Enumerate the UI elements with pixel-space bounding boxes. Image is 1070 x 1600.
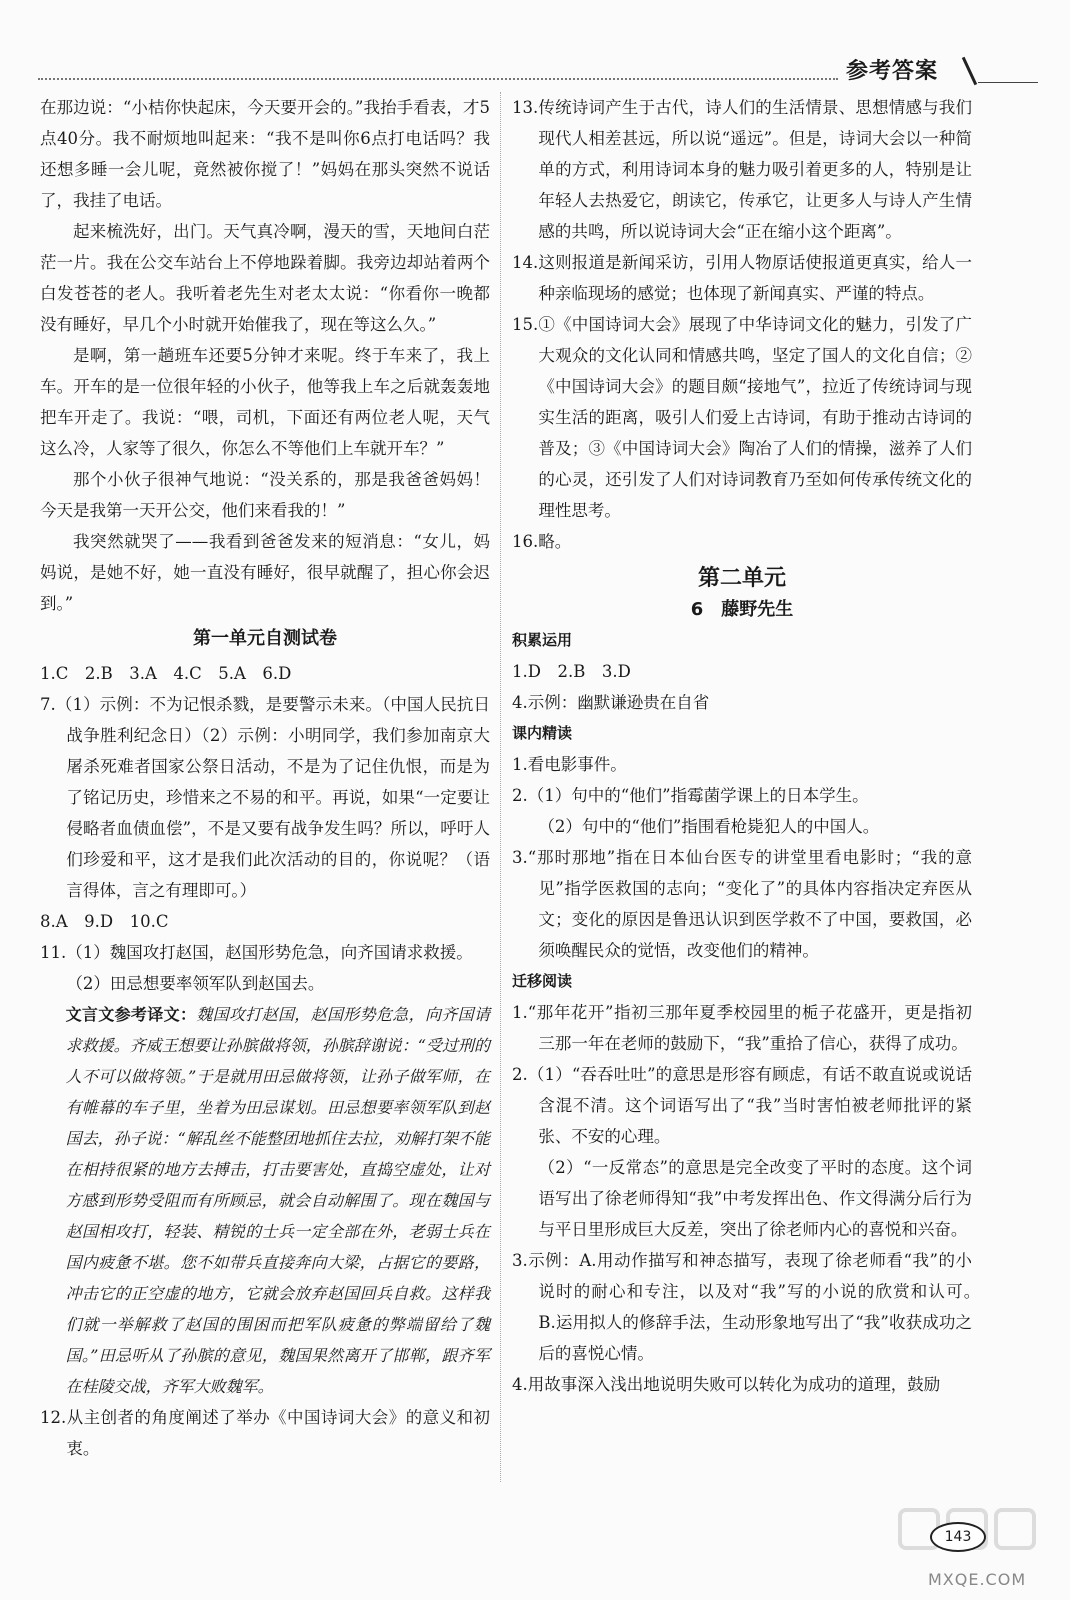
classical-translation: [40, 999, 490, 1402]
header-rule-right: [978, 82, 1038, 83]
subhead-qianyi: 迁移阅读: [512, 972, 573, 990]
kenei-answer-2-part2: （2）句中的“他们”指围看枪毙犯人的中国人。: [538, 817, 880, 836]
qianyi-answer-1: 1.“那年花开”指初三那年夏季校园里的栀子花盛开，更是指初三那一年在老师的鼓励下，“我”重拾了信心，获得了成功。: [512, 1003, 972, 1053]
header-title: 参考答案: [846, 59, 939, 84]
answer-14: 14.这则报道是新闻采访，引用人物原话使报道更真实，给人一种亲临现场的感觉；也体现了新闻真实、严谨的特点。: [512, 253, 972, 303]
left-column: [40, 92, 490, 1464]
story-paragraph: 起来梳洗好，出门。天气真冷啊，漫天的雪，天地间白茫茫一片。我在公交车站台上不停地跺着脚。我旁边却站着两个白发苍苍的老人。我听着老先生对老太太说：“你看你一晚都没有睡好，早几个小时就开始催我了，现在等这么久。”: [40, 222, 490, 334]
qianyi-answer-4: 4.用故事深入浅出地说明失败可以转化为成功的道理，鼓励: [512, 1375, 941, 1394]
qianyi-answer-2-part2: （2）“一反常态”的意思是完全改变了平时的态度。这个词语写出了徐老师得知“我”中考发挥出色、作文得满分后行为与平日里形成巨大反差，突出了徐老师内心的喜悦和兴奋。: [538, 1158, 972, 1239]
answer-1-3: 1.D 2.B 3.D: [512, 662, 631, 681]
right-column: [512, 92, 989, 1400]
answer-7: 7.（1）示例：不为记恨杀戮，是要警示未来。（中国人民抗日战争胜利纪念日）（2）示例：小明同学，我们参加南京大屠杀死难者国家公祭日活动，不是为了记住仇恨，而是为了铭记历史，珍惜来之不易的和平。再说，如果“一定要让侵略者血债血偿”，不是又要有战争发生吗？所以，呼吁人们珍爱和平，这才是我们此次活动的目的，你说呢？（语言得体，言之有理即可。）: [40, 695, 490, 900]
answer-15: 15.①《中国诗词大会》展现了中华诗词文化的魅力，引发了广大观众的文化认同和情感共鸣，坚定了国人的文化自信；②《中国诗词大会》的题目颇“接地气”，拉近了传统诗词与现实生活的距离，吸引人们爱上古诗词，有助于推动古诗词的普及；③《中国诗词大会》陶冶了人们的情操，滋养了人们的心灵，还引发了人们对诗词教育乃至如何传承传统文化的理性思考。: [512, 315, 972, 520]
unit-title: 第二单元: [697, 566, 786, 591]
page-number: 143: [930, 1522, 986, 1552]
answer-4: 4.示例：幽默谦逊贵在自省: [512, 693, 710, 712]
answer-11-part2: （2）田忌想要率领军队到赵国去。: [66, 974, 325, 993]
qianyi-answer-3: 3.示例：A.用动作描写和神态描写，表现了徐老师看“我”的小说时的耐心和专注，以及对“我”写的小说的欣赏和认可。 B.运用拟人的修辞手法，生动形象地写出了“我”收获成功之后的喜悦心情。: [512, 1251, 989, 1363]
translation-label: 文言文参考译文：: [65, 1005, 197, 1024]
column-divider: [500, 92, 501, 1482]
header-slash-decoration: [962, 57, 977, 85]
header-rule: [38, 78, 838, 80]
answer-13: 13.传统诗词产生于古代，诗人们的生活情景、思想情感与我们现代人相差甚远，所以说“遥远”。但是，诗词大会以一种简单的方式，利用诗词本身的魅力吸引着更多的人，特别是让年轻人去热爱它，朗读它，传承它，让更多人与诗人产生情感的共鸣，所以说诗词大会“正在缩小这个距离”。: [512, 98, 972, 241]
story-paragraph: 我突然就哭了——我看到爸爸发来的短消息：“女儿，妈妈说，是她不好，她一直没有睡好，很早就醒了，担心你会迟到。”: [40, 532, 490, 613]
subhead-jilei: 积累运用: [512, 631, 573, 649]
story-paragraph: 在那边说：“小桔你快起床，今天要开会的。”我抬手看表，才5点40分。我不耐烦地叫起来：“我不是叫你6点打电话吗？我还想多睡一会儿呢，竟然被你搅了！”妈妈在那头突然不说话了，我挂了电话。: [40, 98, 490, 210]
qianyi-answer-2-part1: 2.（1）“吞吞吐吐”的意思是形容有顾虑，有话不敢直说或说话含混不清。这个词语写出了“我”当时害怕被老师批评的紧张、不安的心理。: [512, 1065, 972, 1146]
kenei-answer-1: 1.看电影事件。: [512, 755, 627, 774]
kenei-answer-3: 3.“那时那地”指在日本仙台医专的讲堂里看电影时；“我的意见”指学医救国的志向；“变化了”的具体内容指决定弃医从文；变化的原因是鲁迅认识到医学救不了中国，要救国，必须唤醒民众的觉悟，改变他们的精神。: [512, 848, 972, 960]
story-paragraph: 是啊，第一趟班车还要5分钟才来呢。终于车来了，我上车。开车的是一位很年轻的小伙子，他等我上车之后就轰轰地把车开走了。我说：“喂，司机，下面还有两位老人呢，天气这么冷，人家等了很久，你怎么不等他们上车就开车？”: [40, 346, 490, 458]
story-paragraph: 那个小伙子很神气地说：“没关系的，那是我爸爸妈妈！今天是我第一天开公交，他们来看我的！”: [40, 470, 490, 520]
translation-text: 魏国攻打赵国，赵国形势危急，向齐国请求救援。齐威王想要让孙膑做将领，孙膑辞谢说：“受过刑的人不可以做将领。”于是就用田忌做将领，让孙子做军师，在有帷幕的车子里，坐着为田忌谋划。田忌想要率领军队到赵国去，孙子说：“解乱丝不能整团地抓住去拉，劝解打架不能在相持很紧的地方去搏击，打击要害处，直捣空虚处，让对方感到形势受阻而有所顾忌，就会自动解围了。现在魏国与赵国相攻打，轻装、精锐的士兵一定全部在外，老弱士兵在国内疲惫不堪。您不如带兵直接奔向大梁，占据它的要路，冲击它的正空虚的地方，它就会放弃赵国回兵自救。这样我们就一举解救了赵国的围困而把军队疲惫的弊端留给了魏国。”田忌听从了孙膑的意见，魏国果然离开了邯郸，跟齐军在桂陵交战，齐军大败魏军。: [65, 1005, 490, 1396]
answer-16: 16.略。: [512, 532, 572, 551]
section-title: 第一单元自测试卷: [193, 628, 337, 649]
answer-1-6: 1.C 2.B 3.A 4.C 5.A 6.D: [40, 664, 292, 683]
answer-11-part1: 11.（1）魏国攻打赵国，赵国形势危急，向齐国请求救援。: [40, 943, 473, 962]
subhead-kenei: 课内精读: [512, 724, 573, 742]
kenei-answer-2-part1: 2.（1）句中的“他们”指霉菌学课上的日本学生。: [512, 786, 869, 805]
answer-12: 12.从主创者的角度阐述了举办《中国诗词大会》的意义和初衷。: [40, 1408, 490, 1458]
answer-8-10: 8.A 9.D 10.C: [40, 912, 169, 931]
lesson-title: 6 藤野先生: [690, 599, 794, 620]
watermark-text: MXQE.COM: [928, 1570, 1027, 1589]
